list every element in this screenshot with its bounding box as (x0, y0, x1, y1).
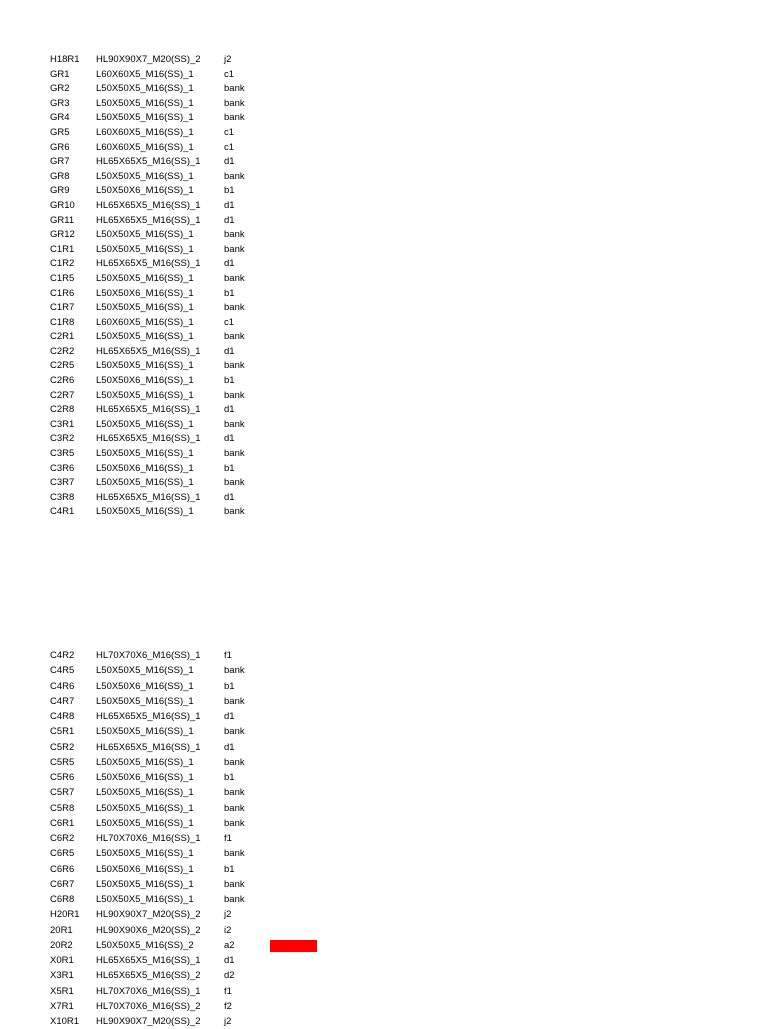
table-row (50, 877, 350, 892)
group-cell: b1 (224, 375, 235, 387)
member-id-cell: GR10 (50, 199, 75, 211)
member-id-cell: C1R7 (50, 302, 75, 314)
member-id-cell: C3R2 (50, 433, 75, 445)
group-cell: bank (224, 726, 245, 738)
section-cell: HL65X65X5_M16(SS)_1 (96, 433, 201, 445)
table-row (50, 374, 350, 389)
section-cell: L50X50X5_M16(SS)_1 (96, 817, 194, 829)
section-cell: L50X50X5_M16(SS)_1 (96, 756, 194, 768)
section-cell: L60X60X5_M16(SS)_1 (96, 68, 194, 80)
member-id-cell: C4R2 (50, 650, 75, 661)
group-cell: bank (224, 97, 245, 109)
group-cell: bank (224, 331, 245, 343)
table-row (50, 462, 350, 477)
table-row (50, 199, 350, 214)
group-cell: bank (224, 83, 245, 95)
section-cell: HL65X65X5_M16(SS)_1 (96, 741, 201, 753)
table-row (50, 724, 350, 739)
group-cell: b1 (224, 287, 235, 299)
group-cell: j2 (224, 909, 232, 921)
member-id-cell: C4R1 (50, 506, 75, 518)
group-cell: bank (224, 170, 245, 182)
table-row (50, 755, 350, 770)
section-cell: HL90X90X6_M20(SS)_2 (96, 924, 201, 936)
section-cell: HL65X65X5_M16(SS)_1 (96, 214, 201, 226)
table-row (50, 801, 350, 816)
table-row (50, 155, 350, 170)
table-row (50, 68, 350, 83)
member-id-cell: GR1 (50, 68, 70, 80)
group-cell: bank (224, 695, 245, 707)
table-row (50, 345, 350, 360)
table-row (50, 418, 350, 433)
group-cell: c1 (224, 68, 235, 80)
member-id-cell: C4R7 (50, 695, 75, 707)
member-id-cell: C6R5 (50, 848, 75, 860)
member-id-cell: H20R1 (50, 909, 80, 921)
section-cell: L60X60X5_M16(SS)_1 (96, 141, 194, 153)
section-cell: HL65X65X5_M16(SS)_1 (96, 345, 201, 357)
section-cell: L50X50X5_M16(SS)_1 (96, 243, 194, 255)
member-id-cell: GR6 (50, 141, 70, 153)
section-cell: L50X50X5_M16(SS)_1 (96, 360, 194, 372)
table-row (50, 984, 350, 999)
group-cell: bank (224, 787, 245, 799)
member-id-cell: C2R8 (50, 404, 75, 416)
group-cell: b1 (224, 680, 235, 692)
group-cell: bank (224, 665, 245, 677)
table-row (50, 491, 350, 506)
section-cell: HL65X65X5_M16(SS)_1 (96, 404, 201, 416)
group-cell: d1 (224, 711, 235, 722)
group-cell: bank (224, 418, 245, 430)
section-cell: L50X50X5_M16(SS)_1 (96, 726, 194, 738)
section-cell: L50X50X6_M16(SS)_1 (96, 287, 194, 299)
table-row (50, 663, 350, 678)
member-id-cell: C2R6 (50, 375, 75, 387)
member-id-cell: 20R1 (50, 924, 73, 936)
table-row (50, 228, 350, 243)
group-cell: bank (224, 756, 245, 768)
section-cell: L50X50X5_M16(SS)_1 (96, 389, 194, 401)
group-cell: c1 (224, 141, 235, 153)
member-id-cell: C5R2 (50, 741, 75, 753)
section-cell: L50X50X6_M16(SS)_1 (96, 462, 194, 474)
member-id-cell: C2R7 (50, 389, 75, 401)
section-cell: L50X50X5_M16(SS)_1 (96, 477, 194, 489)
section-cell: L50X50X5_M16(SS)_1 (96, 331, 194, 343)
member-id-cell: GR9 (50, 185, 70, 197)
group-cell: d1 (224, 258, 235, 270)
section-cell: L50X50X5_M16(SS)_1 (96, 418, 194, 430)
member-id-cell: C3R1 (50, 418, 75, 430)
table-row (50, 316, 350, 331)
member-id-cell: C4R8 (50, 711, 75, 722)
table-row (50, 953, 350, 968)
group-cell: d1 (224, 491, 235, 503)
member-id-cell: C3R7 (50, 477, 75, 489)
group-cell: d1 (224, 955, 235, 966)
table-row (50, 97, 350, 112)
table-row (50, 53, 350, 68)
member-id-cell: C3R5 (50, 448, 75, 460)
table-row (50, 476, 350, 491)
group-cell: bank (224, 360, 245, 372)
group-cell: d1 (224, 404, 235, 416)
member-id-cell: C5R5 (50, 756, 75, 768)
section-cell: HL65X65X5_M16(SS)_1 (96, 955, 201, 966)
table-row (50, 1014, 350, 1029)
group-cell: d1 (224, 199, 235, 211)
member-id-cell: C5R7 (50, 787, 75, 799)
table-row (50, 141, 350, 156)
table-row (50, 403, 350, 418)
member-id-cell: GR2 (50, 83, 70, 95)
member-id-cell: C4R6 (50, 680, 75, 692)
group-cell: f2 (224, 1000, 232, 1012)
group-cell: d1 (224, 741, 235, 753)
group-cell: bank (224, 477, 245, 489)
table-row (50, 505, 350, 520)
section-cell: L50X50X5_M16(SS)_1 (96, 506, 194, 518)
member-id-cell: C6R7 (50, 878, 75, 890)
section-cell: L50X50X5_M16(SS)_1 (96, 695, 194, 707)
group-cell: a2 (224, 939, 235, 951)
group-cell: j2 (224, 54, 232, 65)
group-cell: d1 (224, 214, 235, 226)
member-id-cell: GR12 (50, 229, 75, 241)
group-cell: f1 (224, 650, 232, 661)
group-cell: d1 (224, 433, 235, 445)
table-row (50, 831, 350, 846)
group-cell: d2 (224, 970, 235, 982)
group-cell: c1 (224, 316, 235, 328)
table-row (50, 862, 350, 877)
section-cell: L50X50X6_M16(SS)_1 (96, 772, 194, 783)
table-row (50, 243, 350, 258)
member-id-cell: C6R6 (50, 863, 75, 875)
table-row (50, 846, 350, 861)
section-cell: HL90X90X7_M20(SS)_2 (96, 1016, 201, 1027)
group-cell: i2 (224, 924, 232, 936)
section-cell: HL65X65X5_M16(SS)_1 (96, 711, 201, 722)
group-cell: b1 (224, 185, 235, 197)
group-cell: bank (224, 229, 245, 241)
section-cell: L50X50X5_M16(SS)_1 (96, 302, 194, 314)
section-cell: L50X50X5_M16(SS)_1 (96, 83, 194, 95)
section-cell: L50X50X5_M16(SS)_1 (96, 665, 194, 677)
table-row (50, 999, 350, 1014)
section-cell: L50X50X5_M16(SS)_2 (96, 939, 194, 951)
member-id-cell: X5R1 (50, 985, 74, 997)
section-cell: L50X50X6_M16(SS)_1 (96, 863, 194, 875)
section-cell: L50X50X5_M16(SS)_1 (96, 894, 194, 905)
table-row (50, 648, 350, 663)
member-id-cell: GR3 (50, 97, 70, 109)
table-row (50, 257, 350, 272)
group-cell: bank (224, 448, 245, 460)
section-cell: HL65X65X5_M16(SS)_1 (96, 258, 201, 270)
member-id-cell: C4R5 (50, 665, 75, 677)
member-id-cell: C5R8 (50, 802, 75, 814)
table-row (50, 432, 350, 447)
table-row (50, 126, 350, 141)
group-cell: bank (224, 817, 245, 829)
group-cell: f1 (224, 985, 232, 997)
member-id-cell: C1R1 (50, 243, 75, 255)
group-cell: b1 (224, 462, 235, 474)
section-cell: HL65X65X5_M16(SS)_1 (96, 491, 201, 503)
section-cell: L50X50X5_M16(SS)_1 (96, 272, 194, 284)
table-row (50, 214, 350, 229)
table-row (50, 170, 350, 185)
member-id-cell: C2R1 (50, 331, 75, 343)
member-id-cell: C2R5 (50, 360, 75, 372)
member-table-section-1 (50, 53, 350, 520)
group-cell: bank (224, 506, 245, 518)
section-cell: L50X50X5_M16(SS)_1 (96, 848, 194, 860)
member-id-cell: X7R1 (50, 1000, 74, 1012)
member-id-cell: C2R2 (50, 345, 75, 357)
section-cell: HL70X70X6_M16(SS)_2 (96, 1000, 201, 1012)
section-cell: L50X50X5_M16(SS)_1 (96, 878, 194, 890)
group-cell: bank (224, 243, 245, 255)
highlight-marker (270, 940, 317, 952)
section-cell: HL70X70X6_M16(SS)_1 (96, 833, 201, 844)
section-cell: L50X50X5_M16(SS)_1 (96, 112, 194, 124)
member-id-cell: GR4 (50, 112, 70, 124)
table-row (50, 82, 350, 97)
group-cell: bank (224, 878, 245, 890)
table-row (50, 892, 350, 907)
member-id-cell: C5R6 (50, 772, 75, 783)
member-id-cell: C1R8 (50, 316, 75, 328)
section-cell: HL65X65X5_M16(SS)_2 (96, 970, 201, 982)
member-id-cell: C3R8 (50, 491, 75, 503)
group-cell: bank (224, 802, 245, 814)
member-id-cell: GR8 (50, 170, 70, 182)
table-row (50, 287, 350, 302)
group-cell: j2 (224, 1016, 232, 1027)
table-row (50, 359, 350, 374)
section-cell: L50X50X5_M16(SS)_1 (96, 787, 194, 799)
section-cell: L50X50X5_M16(SS)_1 (96, 170, 194, 182)
group-cell: c1 (224, 126, 235, 138)
group-cell: bank (224, 848, 245, 860)
member-id-cell: GR5 (50, 126, 70, 138)
member-id-cell: C1R2 (50, 258, 75, 270)
section-cell: L50X50X5_M16(SS)_1 (96, 448, 194, 460)
member-id-cell: X3R1 (50, 970, 74, 982)
group-cell: bank (224, 894, 245, 905)
table-row (50, 330, 350, 345)
section-cell: L50X50X6_M16(SS)_1 (96, 680, 194, 692)
section-cell: HL70X70X6_M16(SS)_1 (96, 650, 201, 661)
table-row (50, 968, 350, 983)
table-row (50, 184, 350, 199)
member-id-cell: C6R1 (50, 817, 75, 829)
table-row (50, 923, 350, 938)
group-cell: b1 (224, 772, 235, 783)
table-row (50, 785, 350, 800)
table-row (50, 938, 350, 953)
member-table-section-2 (50, 648, 350, 1029)
table-row (50, 301, 350, 316)
member-id-cell: C1R5 (50, 272, 75, 284)
group-cell: bank (224, 112, 245, 124)
group-cell: d1 (224, 345, 235, 357)
table-row (50, 740, 350, 755)
table-row (50, 816, 350, 831)
group-cell: f1 (224, 833, 232, 844)
section-cell: L50X50X5_M16(SS)_1 (96, 229, 194, 241)
table-row (50, 694, 350, 709)
group-cell: bank (224, 272, 245, 284)
member-id-cell: C5R1 (50, 726, 75, 738)
table-row (50, 272, 350, 287)
group-cell: d1 (224, 156, 235, 168)
member-id-cell: C1R6 (50, 287, 75, 299)
member-id-cell: C6R8 (50, 894, 75, 905)
member-id-cell: C3R6 (50, 462, 75, 474)
member-id-cell: X0R1 (50, 955, 74, 966)
group-cell: bank (224, 389, 245, 401)
member-id-cell: C6R2 (50, 833, 75, 844)
member-id-cell: GR11 (50, 214, 75, 226)
table-row (50, 447, 350, 462)
table-row (50, 770, 350, 785)
section-cell: L50X50X5_M16(SS)_1 (96, 97, 194, 109)
member-id-cell: X10R1 (50, 1016, 80, 1027)
table-row (50, 907, 350, 922)
group-cell: bank (224, 302, 245, 314)
member-id-cell: GR7 (50, 156, 70, 168)
section-cell: L50X50X6_M16(SS)_1 (96, 375, 194, 387)
member-id-cell: 20R2 (50, 939, 73, 951)
section-cell: HL65X65X5_M16(SS)_1 (96, 156, 201, 168)
section-cell: L50X50X5_M16(SS)_1 (96, 802, 194, 814)
section-cell: L50X50X6_M16(SS)_1 (96, 185, 194, 197)
section-cell: HL90X90X7_M20(SS)_2 (96, 909, 201, 921)
section-cell: L60X60X5_M16(SS)_1 (96, 126, 194, 138)
section-cell: HL90X90X7_M20(SS)_2 (96, 54, 201, 65)
table-row (50, 111, 350, 126)
member-id-cell: H18R1 (50, 54, 80, 65)
group-cell: b1 (224, 863, 235, 875)
section-cell: HL65X65X5_M16(SS)_1 (96, 199, 201, 211)
table-row (50, 389, 350, 404)
section-cell: HL70X70X6_M16(SS)_1 (96, 985, 201, 997)
table-row (50, 679, 350, 694)
table-row (50, 709, 350, 724)
section-cell: L60X60X5_M16(SS)_1 (96, 316, 194, 328)
